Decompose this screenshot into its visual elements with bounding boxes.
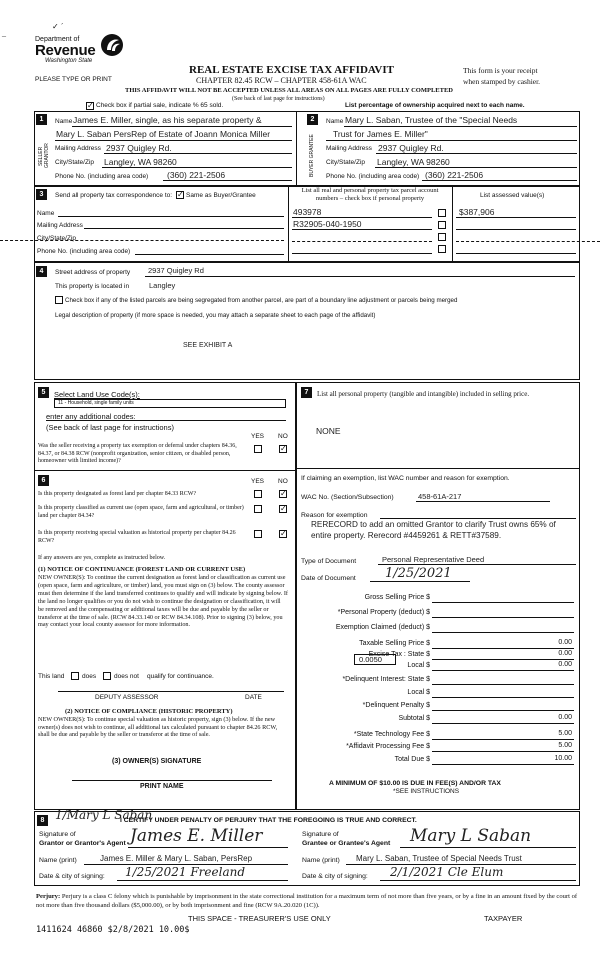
parcel-2[interactable]: R32905-040-1950 <box>293 219 362 229</box>
ownership-label: List percentage of ownership acquired next to each name. <box>345 102 525 109</box>
receipt-note-1: This form is your receipt <box>463 66 538 75</box>
exempt-yes-checkbox[interactable] <box>254 445 262 453</box>
send-correspondence-label: Send all property tax correspondence to: <box>55 192 173 199</box>
legal-label: Legal description of property (if more space is needed, you may attach a separate sheet to each page of the affidavit) <box>55 312 376 319</box>
deputy-assessor-label: DEPUTY ASSESSOR <box>95 694 159 701</box>
see-instructions: *SEE INSTRUCTIONS <box>393 788 460 795</box>
s5-no: NO <box>278 433 288 440</box>
does-checkbox[interactable] <box>71 672 79 680</box>
personal-property-checkbox-3[interactable] <box>438 233 446 241</box>
seller-mail-label: Mailing Address <box>55 145 101 152</box>
notice-2-body: NEW OWNER(S): To continue special valuation as historic property, sign (3) below. If the new owner(s) does not wish to continue, all additional tax calculated pursuant to chapter 84.26 RCW, shall be due and payable by the seller or transferor at the time of sale. <box>38 716 278 738</box>
street-value[interactable]: 2937 Quigley Rd <box>148 266 204 275</box>
section-7-badge: 7 <box>301 387 312 398</box>
local-rate-value: 0.0050 <box>359 655 382 664</box>
buyer-phone-label: Phone No. (including area code) <box>326 173 420 180</box>
financial-row-label: Exemption Claimed (deduct) $ <box>335 624 430 631</box>
segregate-checkbox[interactable] <box>55 296 63 304</box>
seller-city-label: City/State/Zip <box>55 159 95 166</box>
forest-question: Is this property designated as forest land per chapter 84.33 RCW? <box>38 491 197 497</box>
doc-date-label: Date of Document <box>301 575 356 582</box>
owner-signature-label: (3) OWNER(S) SIGNATURE <box>112 758 202 765</box>
grantee-name-value[interactable]: Mary L. Saban, Trustee of Special Needs Trust <box>356 854 522 863</box>
current-use-yes-checkbox[interactable] <box>254 505 262 513</box>
parcel-header-1: List all real and personal property tax parcel account <box>301 187 439 194</box>
buyer-mail[interactable]: 2937 Quigley Rd. <box>378 143 444 153</box>
financial-row-label: Local $ <box>407 662 430 669</box>
historic-no-checkbox[interactable]: ✓ <box>280 529 287 538</box>
current-use-no-checkbox[interactable]: ✓ <box>280 504 287 513</box>
section-5-badge: 5 <box>38 387 49 398</box>
this-land-label: This land <box>38 673 65 680</box>
seller-mail[interactable]: 2937 Quigley Rd. <box>106 143 172 153</box>
parcel-header <box>290 187 450 202</box>
forest-no-checkbox[interactable]: ✓ <box>280 489 287 498</box>
not-accepted-notice: THIS AFFIDAVIT WILL NOT BE ACCEPTED UNLESS ALL AREAS ON ALL PAGES ARE FULLY COMPLETED <box>125 87 453 94</box>
financial-row-value[interactable]: 10.00 <box>554 755 572 762</box>
section-divider-1-2 <box>296 111 297 186</box>
grantee-date-label: Date & city of signing: <box>302 873 368 880</box>
perjury-label: Perjury: <box>36 893 61 900</box>
grantor-sig-label-2: Grantor or Grantor's Agent <box>39 840 126 847</box>
scan-mark-2: ¯ <box>2 36 6 45</box>
section-2-badge: 2 <box>307 114 318 125</box>
qualify-label: qualify for continuance. <box>147 673 214 680</box>
grantor-name-label: Name (print) <box>39 857 77 864</box>
seller-name-1[interactable]: James E. Miller, single, as his separate property & <box>73 115 262 125</box>
seller-name-2[interactable]: Mary L. Saban PersRep of Estate of Joann Monica Miller <box>56 129 271 139</box>
does-label: does <box>82 673 97 680</box>
additional-codes-label: enter any additional codes: <box>46 412 136 421</box>
exhibit-reference: SEE EXHIBIT A <box>183 342 233 349</box>
segregate-label: Check box if any of the listed parcels are being segregated from another parcel, are part of a boundary line adjustment or parcels being merged <box>65 297 458 304</box>
s3-city-label: City/State/Zip <box>37 235 77 242</box>
partial-sale-label: Check box if partial sale, indicate % 65 sold. <box>96 102 224 109</box>
cashier-stamp: 1411624 46860 $2/8/2021 10.00$ <box>36 925 190 935</box>
s6-no: NO <box>278 478 288 485</box>
financial-row-value[interactable]: 5.00 <box>558 742 572 749</box>
notice-2-title: (2) NOTICE OF COMPLIANCE (HISTORIC PROPERTY) <box>65 708 233 715</box>
form-title: REAL ESTATE EXCISE TAX AFFIDAVIT <box>189 64 394 76</box>
doc-date-value[interactable]: 1/25/2021 <box>385 566 452 581</box>
buyer-name-label: Name <box>326 118 344 125</box>
logo-line3: Washington State <box>45 58 93 64</box>
forest-yes-checkbox[interactable] <box>254 490 262 498</box>
wac-label: WAC No. (Section/Subsection) <box>301 494 394 501</box>
same-as-buyer-checkbox[interactable]: ✓ <box>177 190 184 199</box>
financial-row-label: Local $ <box>407 689 430 696</box>
see-back-notice: (See back of last page for instructions) <box>232 96 325 102</box>
financial-row-label: *Affidavit Processing Fee $ <box>346 743 430 750</box>
assessed-1[interactable]: $387,906 <box>459 207 495 217</box>
street-label: Street address of property <box>55 269 131 276</box>
personal-property-value[interactable]: NONE <box>316 426 341 436</box>
seller-phone[interactable]: (360) 221-2506 <box>167 170 226 180</box>
parcel-header-2: numbers – check box if personal property <box>315 194 425 202</box>
grantee-signature[interactable]: Mary L Saban <box>410 826 532 846</box>
receipt-note-2: when stamped by cashier. <box>463 77 541 86</box>
financial-row-value[interactable]: 0.00 <box>558 714 572 721</box>
financial-row-label: *Delinquent Penalty $ <box>362 702 430 709</box>
logo-emblem-icon <box>99 32 125 58</box>
financial-row-label: Total Due $ <box>394 756 430 763</box>
perjury-notice <box>36 893 580 910</box>
s5-yes: YES <box>251 433 265 440</box>
grantee-date-city[interactable]: 2/1/2021 Cle Elum <box>390 865 504 879</box>
grantee-name-label: Name (print) <box>302 857 340 864</box>
reason-value[interactable]: RERECORD to add an omitted Grantor to clarify Trust owns 65% of entire property. Rerecord #4459261 & RETT#37589. <box>311 520 556 540</box>
department-logo <box>35 36 125 68</box>
s3-mail-label: Mailing Address <box>37 222 83 229</box>
section-1-badge: 1 <box>36 114 47 125</box>
financial-row-label: *Delinquent Interest: State $ <box>342 676 430 683</box>
located-label: This property is located in <box>55 283 130 290</box>
historic-question: Is this property receiving special valuation as historical property per chapter 84.26 RCW? <box>38 530 236 544</box>
exempt-no-checkbox[interactable]: ✓ <box>280 444 287 453</box>
financial-row-label: Excise Tax : State $ <box>368 651 430 658</box>
grantee-sig-label-1: Signature of <box>302 831 339 838</box>
seller-city[interactable]: Langley, WA 98260 <box>104 157 177 167</box>
logo-line1: Department of <box>35 36 80 43</box>
scan-mark-1: ✓ ´ <box>52 22 64 31</box>
financial-row-label: *Personal Property (deduct) $ <box>337 609 430 616</box>
seller-phone-label: Phone No. (including area code) <box>55 173 149 180</box>
located-value[interactable]: Langley <box>149 281 176 290</box>
initials-handwritten: 1/Mary L Saban <box>55 808 153 822</box>
s6-yes: YES <box>251 478 265 485</box>
does-not-checkbox[interactable] <box>103 672 111 680</box>
section-4-box <box>34 262 580 380</box>
notice-1-title: (1) NOTICE OF CONTINUANCE (FOREST LAND OR CURRENT USE) <box>38 566 246 573</box>
financial-row-value[interactable]: 0.00 <box>558 650 572 657</box>
land-use-field[interactable] <box>54 399 286 408</box>
personal-property-checkbox-4[interactable] <box>438 245 446 253</box>
section-4-badge: 4 <box>36 266 47 277</box>
grantor-date-city[interactable]: 1/25/2021 Freeland <box>125 865 246 879</box>
current-use-question: Is this property classified as current use (open space, farm and agricultural, or timber) land per chapter 84.34? <box>38 505 244 519</box>
historic-yes-checkbox[interactable] <box>254 530 262 538</box>
buyer-phone[interactable]: (360) 221-2506 <box>425 170 484 180</box>
buyer-city-label: City/State/Zip <box>326 159 366 166</box>
date-label: DATE <box>245 694 262 701</box>
financial-row-value[interactable]: 0.00 <box>558 661 572 668</box>
section-8-badge: 8 <box>37 815 48 826</box>
financial-row-label: Subtotal $ <box>398 715 430 722</box>
minimum-due-notice: A MINIMUM OF $10.00 IS DUE IN FEE(S) AND/OR TAX <box>329 780 501 787</box>
form-chapter: CHAPTER 82.45 RCW – CHAPTER 458-61A WAC <box>196 76 367 85</box>
treasurer-use-label: THIS SPACE - TREASURER'S USE ONLY <box>188 914 331 923</box>
reason-label: Reason for exemption <box>301 512 368 519</box>
grantee-sig-label-2: Grantee or Grantee's Agent <box>302 840 391 847</box>
local-rate-field[interactable] <box>354 654 396 665</box>
notice-1-body: NEW OWNER(S): To continue the current designation as forest land or classification as current use (open space, farm and agriculture, or timber) land, you must sign on (3) below. The county assessor must then determine if the land transferred continues to qualify and will indicate by signing below. If the land no longer qualifies or you do not wish to continue the designation or classification, it will be removed and the compensating or additional taxes will be due and payable by the seller or transferor at the time of sale. (RCW 84.33.140 or RCW 84.34.108). Prior to signing (3) below, you may contact your local county assessor for more information. <box>38 574 288 629</box>
land-use-label: Select Land Use Code(s): <box>54 390 140 399</box>
financial-row-value[interactable]: 5.00 <box>558 730 572 737</box>
buyer-city[interactable]: Langley, WA 98260 <box>377 157 450 167</box>
same-as-buyer-label: Same as Buyer/Grantee <box>186 192 256 199</box>
see-back-5: (See back of last page for instructions) <box>46 423 174 432</box>
taxpayer-label: TAXPAYER <box>484 914 523 923</box>
financial-row-label: Gross Selling Price $ <box>364 594 430 601</box>
grantor-name-value[interactable]: James E. Miller & Mary L. Saban, PersRep <box>100 854 253 863</box>
perjury-text: Perjury is a class C felony which is punishable by imprisonment in the state correctional institution for a maximum term of not more than five years, or by a fine in an amount fixed by the court of not more than five thousand dollars ($5,000.00), or by both imprisonment and fine (RCW 9A.20.020 (1C)). <box>36 893 578 909</box>
land-use-value: 11 - Household, single family units <box>58 400 134 406</box>
exempt-claim-label: If claiming an exemption, list WAC number and reason for exemption. <box>301 475 510 482</box>
exemption-question: Was the seller receiving a property tax exemption or deferral under chapters 84.36, 84.37, or 84.38 RCW (nonprofit organization, senior citizen, or disabled person, homeowner with limited income)? <box>38 443 237 464</box>
financial-row-label: *State Technology Fee $ <box>353 731 430 738</box>
assessed-header: List assessed value(s) <box>480 192 545 199</box>
personal-property-label: List all personal property (tangible and intangible) included in selling price. <box>317 390 530 398</box>
seller-name-label: Name <box>55 118 73 125</box>
certify-text: I CERTIFY UNDER PENALTY OF PERJURY THAT THE FOREGOING IS TRUE AND CORRECT. <box>120 817 417 824</box>
doc-type-value[interactable]: Personal Representative Deed <box>382 555 485 564</box>
financial-row-label: Taxable Selling Price $ <box>359 640 430 647</box>
s3-name-label: Name <box>37 210 55 217</box>
seller-side-label: SELLER GRANTOR <box>38 143 50 169</box>
doc-type-label: Type of Document <box>301 558 357 565</box>
buyer-side-label: BUYER GRANTEE <box>309 134 315 178</box>
buyer-name-2[interactable]: Trust for James E. Miller" <box>333 129 428 139</box>
partial-sale-checkbox[interactable]: ✓ <box>87 101 94 110</box>
s3-phone-label: Phone No. (including area code) <box>37 248 131 255</box>
parcel-1[interactable]: 493978 <box>293 207 322 217</box>
grantor-date-label: Date & city of signing: <box>39 873 105 880</box>
grantor-signature[interactable]: James E. Miller <box>130 826 263 846</box>
buyer-name-1[interactable]: Mary L. Saban, Trustee of the "Special Needs <box>345 115 518 125</box>
grantor-sig-label-1: Signature of <box>39 831 76 838</box>
if-yes-note: If any answers are yes, complete as instructed below. <box>38 555 166 561</box>
please-type: PLEASE TYPE OR PRINT <box>35 76 112 83</box>
section-3-badge: 3 <box>36 189 47 200</box>
personal-property-checkbox-2[interactable] <box>438 221 446 229</box>
does-not-label: does not <box>114 673 139 680</box>
print-name-label: PRINT NAME <box>140 783 184 790</box>
buyer-mail-label: Mailing Address <box>326 145 372 152</box>
wac-value[interactable]: 458-61A-217 <box>418 492 462 501</box>
section-6-badge: 6 <box>38 475 49 486</box>
personal-property-checkbox-1[interactable] <box>438 209 446 217</box>
financial-row-value[interactable]: 0.00 <box>558 639 572 646</box>
logo-line2: Revenue <box>35 42 96 59</box>
